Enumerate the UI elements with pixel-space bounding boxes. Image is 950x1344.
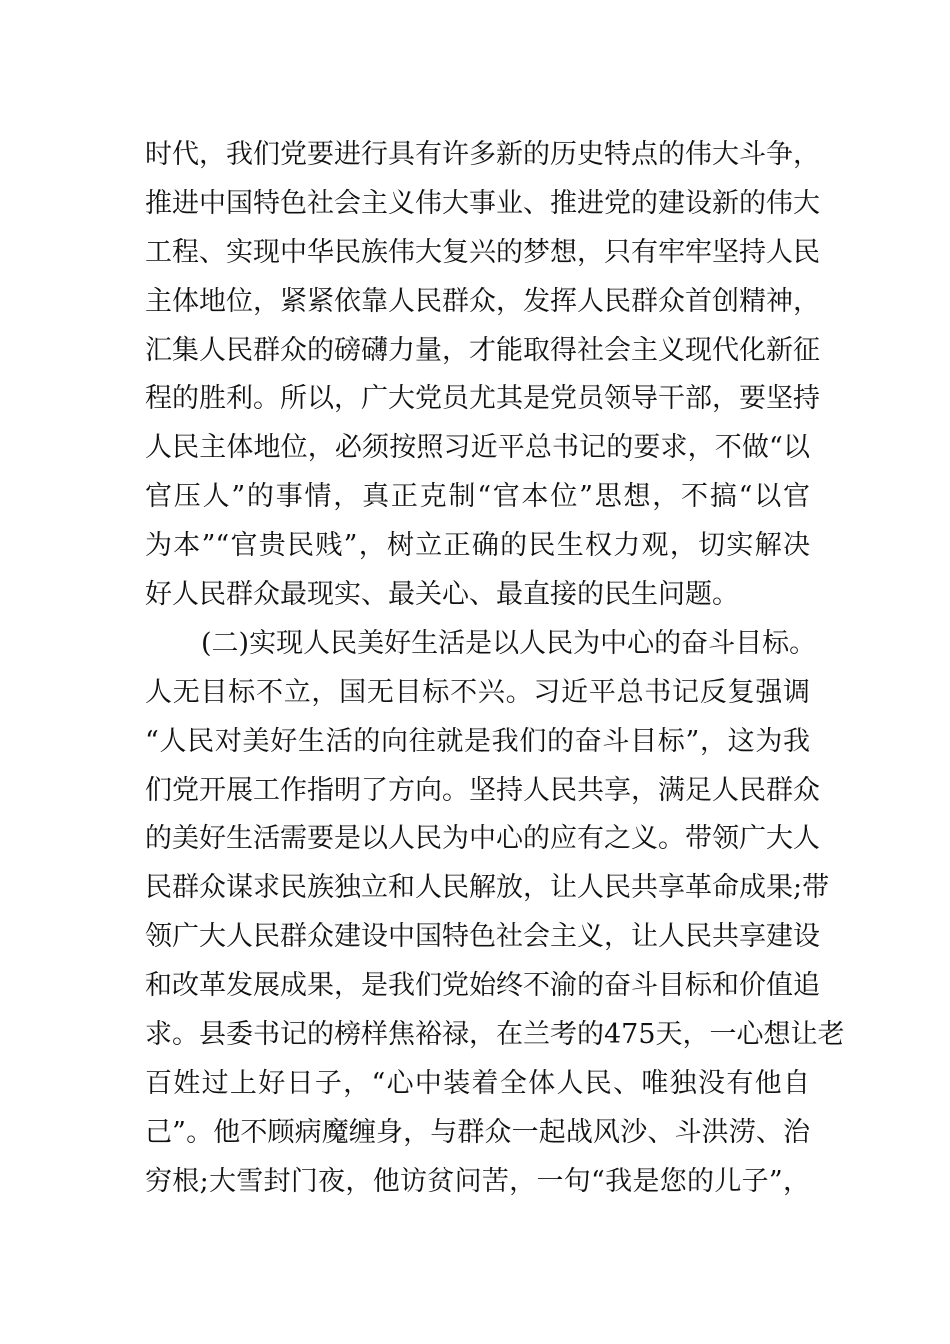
text-line: 程的胜利。所以，广大党员尤其是党员领导干部，要坚持 [145,383,820,415]
text-line: 官压人”的事情，真正克制“官本位”思想，不搞“以官 [145,481,810,513]
body-text [145,131,845,1207]
section-heading-line: (二)实现人民美好生活是以人民为中心的奋斗目标。 [201,627,817,659]
text-line: 时代，我们党要进行具有许多新的历史特点的伟大斗争， [145,139,820,170]
text-line: 和改革发展成果，是我们党始终不渝的奋斗目标和价值追 [145,970,820,1002]
text-line: 推进中国特色社会主义伟大事业、推进党的建设新的伟大 [145,187,820,219]
text-line: 求。县委书记的榜样焦裕禄，在兰考的475天，一心想让老 [145,1019,845,1051]
text-line: 们党开展工作指明了方向。坚持人民共享，满足人民群众 [145,774,820,806]
text-line: 为本”“官贵民贱”，树立正确的民生权力观，切实解决 [145,530,810,562]
text-line: 穷根;大雪封门夜，他访贫问苦，一句“我是您的儿子”， [145,1165,810,1197]
text-line: 主体地位，紧紧依靠人民群众，发挥人民群众首创精神， [145,285,820,317]
text-line: 人民主体地位，必须按照习近平总书记的要求，不做“以 [145,432,810,464]
text-line: “人民对美好生活的向往就是我们的奋斗目标”，这为我 [145,725,810,757]
text-line: 民群众谋求民族独立和人民解放，让人民共享革命成果;带 [145,872,830,904]
text-line: 汇集人民群众的磅礴力量，才能取得社会主义现代化新征 [145,334,820,366]
text-line: 己”。他不顾病魔缠身，与群众一起战风沙、斗洪涝、治 [145,1116,810,1148]
text-line: 领广大人民群众建设中国特色社会主义，让人民共享建设 [145,921,820,953]
text-line: 百姓过上好日子，“心中装着全体人民、唯独没有他自 [145,1067,810,1099]
text-line: 好人民群众最现实、最关心、最直接的民生问题。 [145,579,739,611]
text-line: 人无目标不立，国无目标不兴。习近平总书记反复强调 [145,676,810,708]
text-line: 工程、实现中华民族伟大复兴的梦想，只有牢牢坚持人民 [145,236,820,268]
text-line: 的美好生活需要是以人民为中心的应有之义。带领广大人 [145,823,820,855]
